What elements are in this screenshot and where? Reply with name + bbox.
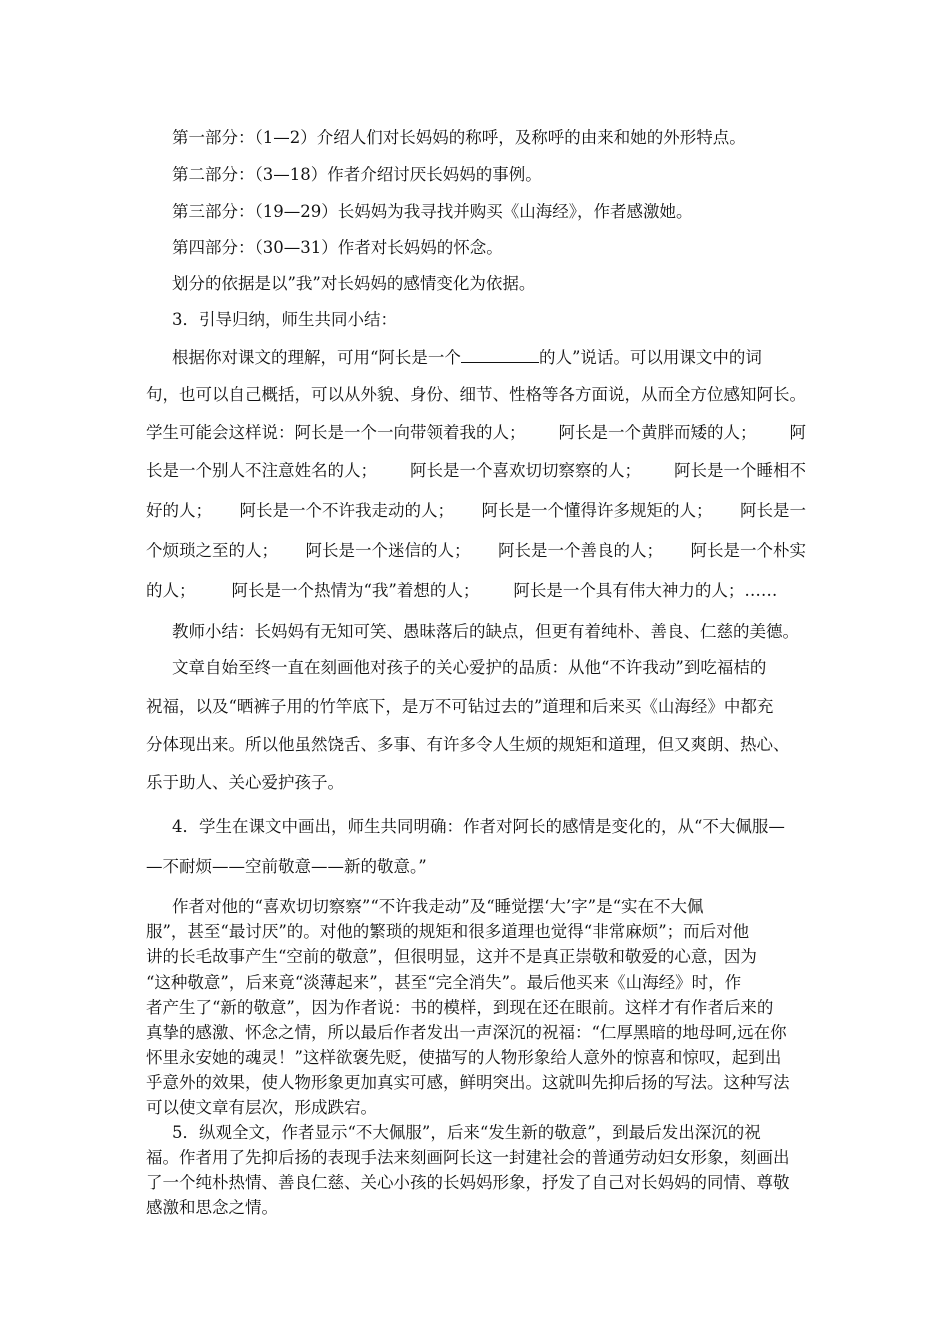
para-line: 祝福，以及“晒裤子用的竹竿底下，是万不可钻过去的”道理和后来买《山海经》中都充 [146,697,774,716]
line-seg: 阿 [789,423,806,442]
prompt-after: 的人”说话。可以用课文中的词 [538,348,762,367]
line-seg: 阿长是一个迷信的人； [305,541,471,560]
line-seg: 阿长是一个善良的人； [498,541,663,560]
prompt-before: 根据你对课文的理解，可用“阿长是一个 [172,348,461,367]
fill-blank [461,346,539,363]
item4-para-line: 讲的长毛故事产生“空前的敬意”，但很明显，这并不是真正崇敬和敬爱的心意，因为 [146,947,757,966]
item5-line: 感激和思念之情。 [146,1198,278,1217]
line-seg: 的人； [146,581,196,600]
item3-line-6 [146,580,777,602]
line-seg: 好的人； [146,501,212,520]
item5-line: 福。作者用了先抑后扬的表现手法来刻画阿长这一封建社会的普通劳动妇女形象，刻画出 [146,1148,790,1167]
item3-prompt [172,346,762,369]
teacher-summary: 教师小结：长妈妈有无知可笑、愚昧落后的缺点，但更有着纯朴、善良、仁慈的美德。 [172,622,799,641]
item4-first: 4．学生在课文中画出，师生共同明确：作者对阿长的感情是变化的，从“不大佩服— [172,817,785,836]
line-seg: 阿长是一个喜欢切切察察的人； [410,461,641,480]
line-seg: 阿长是一个睡相不 [674,461,806,480]
part-3: 第三部分：（19—29）长妈妈为我寻找并购买《山海经》，作者感激她。 [172,202,693,221]
item3-line-4 [146,500,806,522]
line-seg: 阿长是一个朴实 [690,541,806,560]
item5-first: 5．纵观全文，作者显示“不大佩服”，后来“发生新的敬意”，到最后发出深沉的祝 [172,1123,761,1142]
line-seg: 个烦琐之至的人； [146,541,278,560]
line-seg: 阿长是一个不许我走动的人； [239,501,454,520]
line-seg: 长是一个别人不注意姓名的人； [146,461,377,480]
item3-line-3 [146,460,806,482]
line-seg: 阿长是一个具有伟大神力的人；…… [513,581,778,600]
item3-line-2 [146,422,806,444]
item4-para-line: 真挚的感激、怀念之情，所以最后作者发出一声深沉的祝福：“仁厚黑暗的地母呵,远在你 [146,1023,787,1042]
item3-line-1 [146,384,806,406]
item3-line-5 [146,540,806,562]
part-1: 第一部分：（1—2）介绍人们对长妈妈的称呼，及称呼的由来和她的外形特点。 [172,128,746,147]
item3-heading: 3．引导归纳，师生共同小结： [172,310,397,329]
item4-para-line: 可以使文章有层次，形成跌宕。 [146,1098,377,1117]
item4-para-line: 服”，甚至“最讨厌”的。对他的繁琐的规矩和很多道理也觉得“非常麻烦”；而后对他 [146,922,750,941]
para-line: 乐于助人、关心爱护孩子。 [146,773,344,792]
division-basis: 划分的依据是以”我”对长妈妈的感情变化为依据。 [172,274,536,293]
line-seg: 学生可能会这样说：阿长是一个一向带领着我的人； [146,423,526,442]
part-2: 第二部分：（3—18）作者介绍讨厌长妈妈的事例。 [172,165,542,184]
line-seg: 阿长是一个热情为“我”着想的人； [231,581,480,600]
item4-para-first: 作者对他的“喜欢切切察察”“不许我走动”及“睡觉摆‘大’字”是“实在不大佩 [172,897,704,916]
item4-para-line: 者产生了“新的敬意”，因为作者说：书的模样，到现在还在眼前。这样才有作者后来的 [146,998,774,1017]
line-seg: 阿长是一 [740,501,806,520]
line-seg: 句，也可以自己概括，可以从外貌、身份、细节、性格等各方面说，从而全方位感知阿长。 [146,385,806,404]
part-4: 第四部分：（30—31）作者对长妈妈的怀念。 [172,238,503,257]
line-seg: 阿长是一个懂得许多规矩的人； [481,501,713,520]
item4-para-line: “这种敬意”，后来竟“淡薄起来”，甚至“完全消失”。最后他买来《山海经》时，作 [146,973,742,992]
para-line: 分体现出来。所以他虽然饶舌、多事、有许多令人生烦的规矩和道理，但又爽朗、热心、 [146,735,790,754]
line-seg: 阿长是一个黄胖而矮的人； [558,423,757,442]
item4-second: —不耐烦——空前敬意——新的敬意。” [146,857,427,876]
item4-para-line: 乎意外的效果，使人物形象更加真实可感，鲜明突出。这就叫先抑后扬的写法。这种写法 [146,1073,790,1092]
item4-para-line: 怀里永安她的魂灵！”这样欲褒先贬，使描写的人物形象给人意外的惊喜和惊叹，起到出 [146,1048,782,1067]
item5-line: 了一个纯朴热情、善良仁慈、关心小孩的长妈妈形象，抒发了自己对长妈妈的同情、尊敬 [146,1173,790,1192]
para-first: 文章自始至终一直在刻画他对孩子的关心爱护的品质：从他“不许我动”到吃福桔的 [172,658,767,677]
